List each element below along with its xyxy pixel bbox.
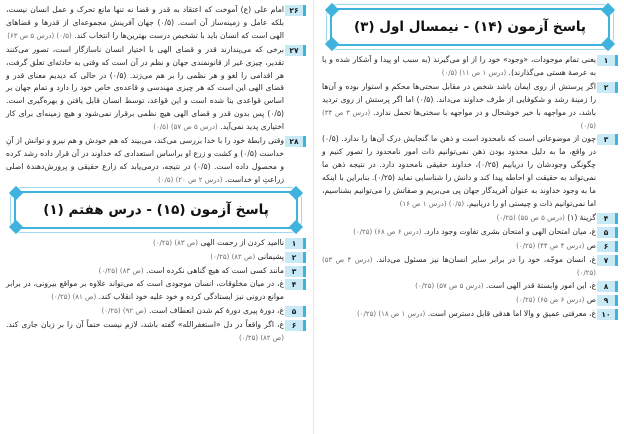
answer-number: ۴ — [285, 279, 306, 290]
answer-source: (درس ۵ ص ۵۷) (۰/۲۵) — [415, 282, 484, 291]
answer-text: گزینهٔ (۱) — [567, 212, 596, 222]
answer-text: ص — [586, 240, 596, 250]
left-column — [6, 4, 306, 346]
answer-source: (درس ۱ ص ۱۸) (۰/۲۵) — [357, 310, 426, 319]
answer-number: ۲۸ — [285, 136, 306, 147]
answer-item — [322, 212, 618, 225]
answer-text: مانند کسی است که هیچ گناهی نکرده است. — [146, 265, 284, 275]
answer-number: ۱ — [285, 238, 306, 249]
answer-text: وقتی رابطهٔ خود را با خدا بررسی می‌کند، می‌بیند که هم خودش و هم نیرو و توانش از آنِ خداست (۰/۵) و کشت و زرع او براساس استعدادی که خداوند در آن قرار داده رشد کرده و محصول داده است. (۰/۵) در نتیجه، درمی‌یابد که زارع حقیقی و پرورش‌دهندهٔ اصلی زراعتِ او خداست. — [6, 136, 284, 184]
answer-item — [322, 280, 618, 293]
answer-item — [322, 81, 618, 133]
answer-source: (درس ۵ ص ۵۵) (۰/۲۵) — [496, 213, 565, 222]
answer-source: (ص ۸۳) (۰/۲۵) — [153, 238, 199, 247]
answer-number: ۵ — [597, 227, 618, 238]
answer-number: ۶ — [597, 241, 618, 252]
answer-text: ناامید کردن از رحمت الهی — [200, 237, 284, 247]
answer-text: غ، این امور وابستهٔ قدر الهی است. — [485, 281, 596, 291]
answer-item — [6, 265, 306, 278]
right-column — [322, 4, 618, 322]
answer-source: (درس ۵ ص ۵۷) (۰/۵) — [153, 123, 218, 132]
answer-number: ۱ — [597, 55, 618, 66]
answer-number: ۴ — [597, 213, 618, 224]
answer-text: غ، اگر واقعاً در دل «استغفرالله» گفته باشد، لازم نیست حتماً آن را بر زبان جاری کند. — [6, 320, 284, 330]
answer-source: (ص ۹۲) (۰/۲۵) — [101, 307, 147, 316]
answer-source: (درس ۳ ص ۳۴) (۰/۵) — [322, 108, 596, 130]
answer-item — [6, 278, 306, 304]
answer-number: ۲۷ — [285, 45, 306, 56]
answer-source: (۰/۵) (درس ۱ ص ۱۶) — [399, 199, 465, 208]
answer-text: یعنی تمام موجودات، «وجود» خود را از او می‌گیرند (به سبب او پیدا و آشکار شده و یا به عرصهٔ هستی می‌گذارند). — [322, 55, 596, 77]
exam-14-title: پاسخ آزمون (۱۴) - نیمسال اول (۳) — [353, 19, 586, 35]
answer-number: ۱۰ — [597, 309, 618, 320]
exam-14-title-box — [330, 8, 610, 46]
exam-15-title-box — [14, 191, 298, 229]
answer-text: اگر پرستش از روی ایمان باشد شخص در مقابل سختی‌ها محکم و استوار بوده و آن‌ها را زمینهٔ رشد و شکوفایی از طرف خداوند می‌داند. (۰/۵) اما اگر پرستش از روی تردید باشد، در مواجهه با خیر خوشحال و در مواجهه با سختی‌ها تحمل ندارد. — [322, 81, 597, 117]
answer-source: (درس ۱ ص ۱۱) (۰/۵) — [441, 68, 507, 77]
answer-item — [6, 44, 306, 134]
answer-number: ۹ — [597, 295, 618, 306]
answer-source: (ص ۸۲) (۰/۲۵) — [238, 334, 284, 343]
answer-source: (درس ۴ ص ۴۴) (۰/۲۵) — [516, 241, 585, 250]
answer-source: (ص ۸۳) (۰/۲۵) — [98, 266, 144, 275]
answer-source: (درس ۴ ص ۵۳) (۰/۲۵) — [322, 255, 596, 277]
answer-item — [6, 135, 306, 187]
answer-source: (۰/۵) (درس ۵ ص ۶۳) — [7, 31, 72, 40]
answer-item — [322, 294, 618, 307]
answer-item — [6, 4, 306, 43]
answer-text: پشیمانی — [257, 251, 284, 261]
answer-source: (ص ۸۱) (۰/۲۵) — [51, 293, 97, 302]
answer-text: امام علی (ع) آموخت که اعتقاد به قدر و قضا نه تنها مانع تحرک و عمل انسان نیست، بلکه عامل و زمینه‌ساز آن است. (۰/۵) جهان آفرینش مجموعه‌ای از قدرها و قضاهای الهی است که انسان باید با تشخیص درست بهترین‌ها را انتخاب کند. — [6, 5, 284, 40]
answer-number: ۲۶ — [285, 5, 306, 16]
answer-number: ۳ — [597, 134, 618, 145]
answer-source: (درس ۶ ص ۶۸) (۰/۲۵) — [353, 227, 422, 236]
answer-text: برخی که می‌پندارند قدر و قضای الهی با اختیار انسان ناسازگار است، تصور می‌کنند تقدیر، چیزی غیر از قانونمندی جهان و نظم در آن است که وقتی به حادثه‌ای تعلق گرفت، هر اقدامی را لغو و هر نظمی را بر هم می‌زند. (۰/۵) در حالی که دیدیم معنای قدر و قضای الهی این است که هر چیزی مهندسی و قاعده‌ی خاص خود را دارد و تمام جهان بر اساس قواعدی بنا شده است و این قواعد، توسط انسان قابل یافتن و بهره‌گیری است. (۰/۵) پس بدون قدر و قضای الهی هیچ نظمی برقرار نمی‌شود و هیچ زمینه‌ای برای کار اختیاری پدید نمی‌آید. — [6, 44, 285, 132]
answer-item — [322, 133, 618, 210]
answer-item — [6, 305, 306, 318]
answer-text: غ، دورهٔ پیری دورهٔ کم شدن انعطاف است. — [148, 306, 284, 316]
answer-item — [6, 319, 306, 345]
answer-text: غ، میان امتحان الهی و امتحان بشری تفاوت وجود دارد. — [423, 226, 596, 236]
answer-source: (درس ۲ ص ۲۰) (۰/۵) — [157, 175, 223, 184]
answer-number: ۲ — [597, 82, 618, 93]
answer-text: ص — [586, 295, 596, 305]
answer-number: ۷ — [597, 255, 618, 266]
answer-text: چون از موضوعاتی است که نامحدود است و ذهن ما گنجایش درک آن‌ها را ندارد. (۰/۵) در واقع، ما به دلیل محدود بودن ذهن نمی‌توانیم ذات امور نامحدود را تصور کنیم و چگونگی وجودشان را دریابیم (۰/۲۵)، خداوند حقیقی نامحدود دارد. در نتیجه ذهن ما نمی‌تواند به حقیقت او احاطه پیدا کند و دانش را شناسایی نماید (۰/۲۵). بنابراین با اینکه ما به وجود خداوند به عنوان آفریدگار جهان پی می‌بریم و صفاتش را می‌توانیم بشناسیم، اما نمی‌توانیم ذات و چیستی او را دریابیم. — [322, 134, 596, 208]
answer-text: غ، در میان مخلوقات، انسان موجودی است که می‌تواند علاوه بر مواقع بیرونی، در برابر موانع درونی نیز ایستادگی کرده و خود علیه خود انقلاب کند. — [6, 279, 284, 302]
answer-number: ۶ — [285, 320, 306, 331]
answer-item — [322, 254, 618, 280]
exam-15-title: پاسخ آزمون (۱۵) - درس هفتم (۱) — [43, 201, 269, 218]
answer-source: (ص ۸۲) (۰/۲۵) — [210, 252, 256, 261]
answer-number: ۸ — [597, 281, 618, 292]
answer-number: ۵ — [285, 306, 306, 317]
column-divider — [313, 0, 314, 434]
answer-text: غ، معرفتی عمیق و والا اما هدفی قابل دسترس است. — [427, 309, 596, 319]
answer-text: غ، انسان موجّه، خود را در برابر سایر انسان‌ها نیز مسئول می‌داند. — [376, 254, 596, 264]
answer-item — [322, 240, 618, 253]
answer-item — [322, 54, 618, 80]
answer-number: ۲ — [285, 252, 306, 263]
answer-number: ۳ — [285, 266, 306, 277]
answer-item — [322, 308, 618, 321]
answer-item — [6, 237, 306, 250]
answer-item — [6, 251, 306, 264]
answer-source: (درس ۶ ص ۶۵) (۰/۲۵) — [516, 296, 585, 305]
answer-item — [322, 226, 618, 239]
